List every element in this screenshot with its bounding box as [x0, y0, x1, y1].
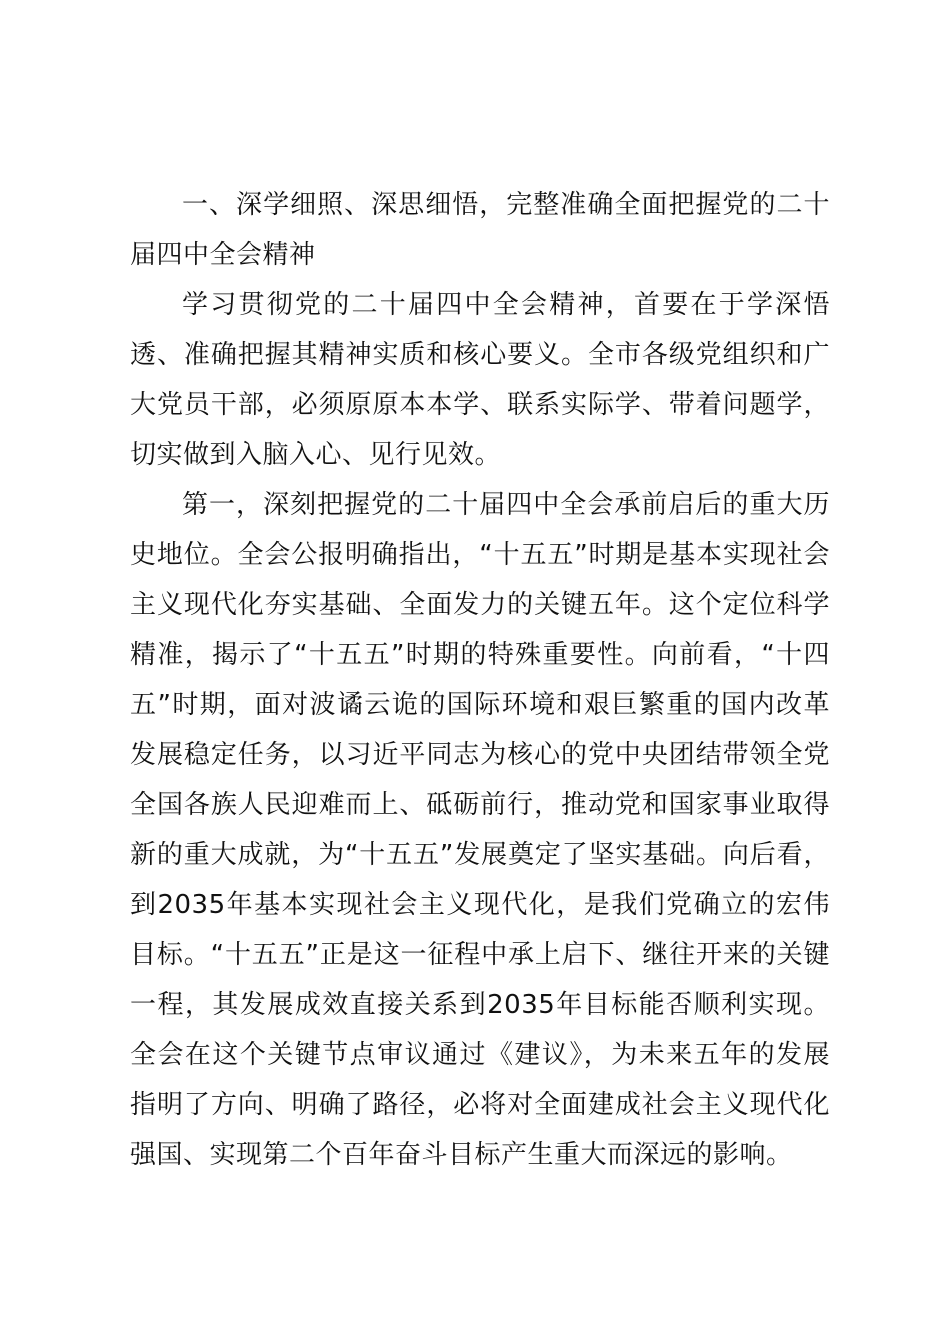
document-body — [130, 180, 830, 1180]
paragraph-intro: 学习贯彻党的二十届四中全会精神，首要在于学深悟透、准确把握其精神实质和核心要义。全市各级党组织和广大党员干部，必须原原本本学、联系实际学、带着问题学，切实做到入脑入心、见行见效。 — [130, 290, 830, 470]
section-heading: 一、深学细照、深思细悟，完整准确全面把握党的二十届四中全会精神 — [130, 190, 830, 270]
paragraph-first-point: 第一，深刻把握党的二十届四中全会承前启后的重大历史地位。全会公报明确指出，“十五五”时期是基本实现社会主义现代化夯实基础、全面发力的关键五年。这个定位科学精准，揭示了“十五五”时期的特殊重要性。向前看，“十四五”时期，面对波谲云诡的国际环境和艰巨繁重的国内改革发展稳定任务，以习近平同志为核心的党中央团结带领全党全国各族人民迎难而上、砥砺前行，推动党和国家事业取得新的重大成就，为“十五五”发展奠定了坚实基础。向后看，到2035年基本实现社会主义现代化，是我们党确立的宏伟目标。“十五五”正是这一征程中承上启下、继往开来的关键一程，其发展成效直接关系到2035年目标能否顺利实现。全会在这个关键节点审议通过《建议》，为未来五年的发展指明了方向、明确了路径，必将对全面建成社会主义现代化强国、实现第二个百年奋斗目标产生重大而深远的影响。 — [130, 490, 830, 1170]
